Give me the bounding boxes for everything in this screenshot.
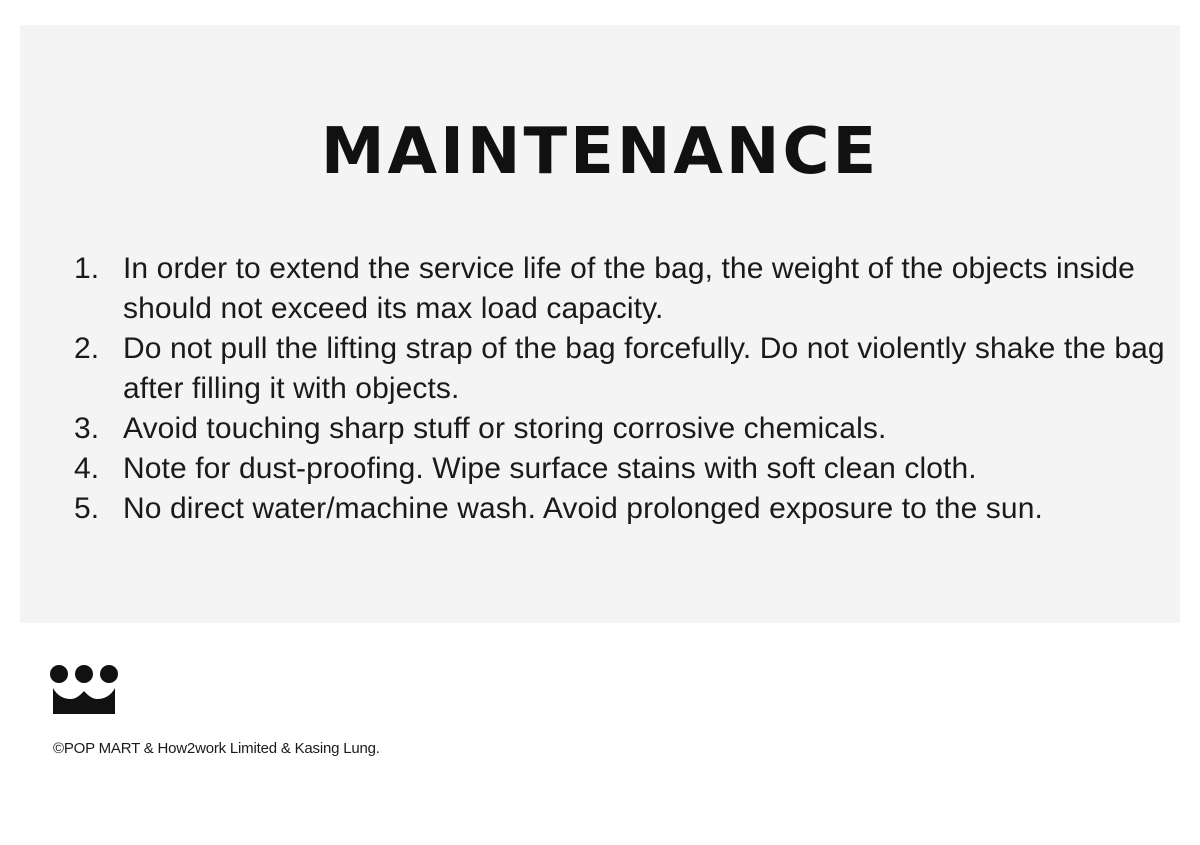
list-item-text: Note for dust-proofing. Wipe surface stains with soft clean cloth. [123, 452, 977, 485]
list-item [74, 489, 1184, 529]
copyright-text: ©POP MART & How2work Limited & Kasing Lung. [53, 740, 380, 757]
list-item-number: 3. [74, 412, 100, 445]
list-item-number: 5. [74, 492, 100, 525]
list-item-text: Do not pull the lifting strap of the bag forcefully. Do not violently shake the bag after filling it with objects. [123, 332, 1165, 405]
maintenance-list [74, 249, 1184, 529]
list-item [74, 449, 1184, 489]
list-item-number: 4. [74, 452, 100, 485]
crown-logo-icon [49, 661, 119, 715]
list-item-text: Avoid touching sharp stuff or storing corrosive chemicals. [123, 412, 887, 445]
list-item [74, 329, 1184, 409]
page-title: MAINTENANCE [320, 115, 880, 189]
list-item [74, 409, 1184, 449]
list-item-text: No direct water/machine wash. Avoid prolonged exposure to the sun. [123, 492, 1043, 525]
list-item-number: 1. [74, 252, 100, 285]
list-item-number: 2. [74, 332, 100, 365]
list-item [74, 249, 1184, 329]
list-item-text: In order to extend the service life of the bag, the weight of the objects inside should not exceed its max load capacity. [123, 252, 1135, 325]
